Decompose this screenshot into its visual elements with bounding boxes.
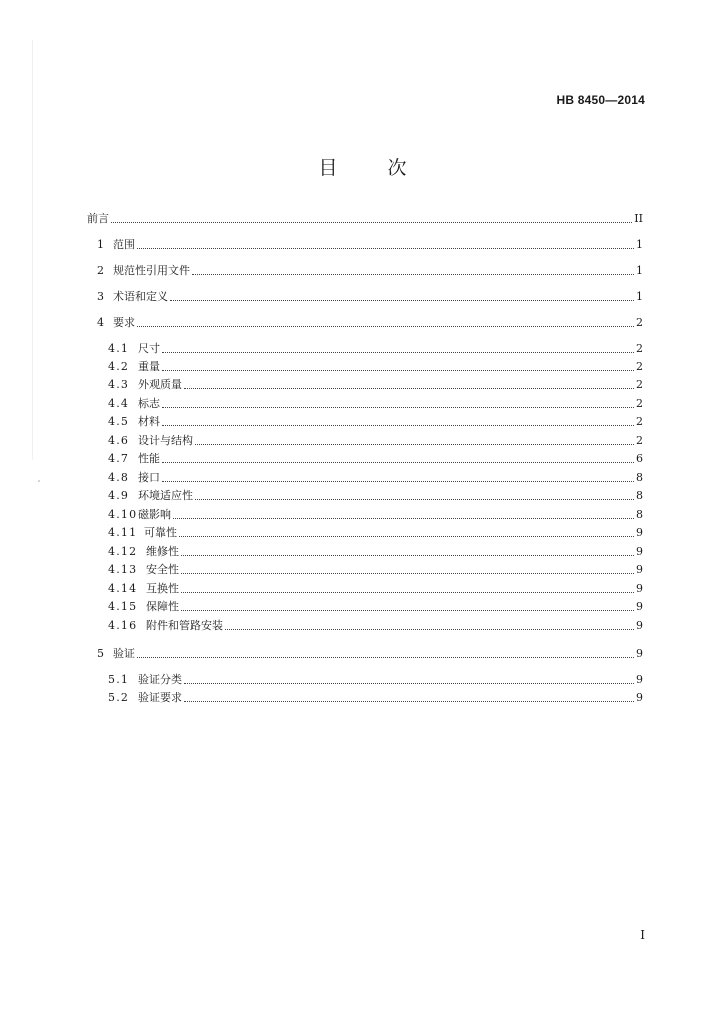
toc-dot-leader	[162, 462, 634, 463]
toc-entry-page: 6	[636, 452, 643, 465]
toc-entry-page: 2	[636, 378, 643, 391]
toc-entry-label: 验证分类	[138, 673, 182, 686]
toc-dot-leader	[137, 326, 634, 327]
toc-dot-leader	[137, 248, 634, 249]
toc-entry-label: 验证要求	[138, 691, 182, 704]
toc-entry-page: 1	[636, 238, 643, 251]
scan-speck	[38, 480, 40, 482]
toc-entry[interactable]	[108, 563, 643, 577]
toc-entry-page: 2	[636, 342, 643, 355]
toc-entry-number: 4.13	[108, 563, 138, 576]
toc-entry-page: 9	[636, 526, 643, 539]
toc-entry-page: 8	[636, 471, 643, 484]
toc-entry-number: 4.8	[108, 471, 130, 484]
toc-entry-label: 保障性	[146, 600, 179, 613]
toc-entry-page: 9	[636, 673, 643, 686]
toc-entry-number: 1	[97, 238, 106, 251]
toc-entry-label: 验证	[113, 647, 135, 660]
toc-entry-number: 4.10	[108, 508, 138, 521]
toc-entry-page: 8	[636, 489, 643, 502]
toc-entry[interactable]	[97, 264, 643, 278]
toc-entry-page: 9	[636, 619, 643, 632]
toc-entry-number: 4.11	[108, 526, 138, 539]
toc-entry[interactable]	[97, 238, 643, 252]
toc-dot-leader	[111, 222, 632, 223]
toc-dot-leader	[181, 573, 634, 574]
toc-entry[interactable]	[97, 316, 643, 330]
toc-entry-number: 4.9	[108, 489, 130, 502]
toc-entry[interactable]	[108, 378, 643, 392]
standard-code: HB 8450—2014	[556, 93, 645, 107]
toc-entry[interactable]	[108, 545, 643, 559]
toc-entry-number: 4.12	[108, 545, 138, 558]
toc-entry-number: 5	[97, 647, 106, 660]
toc-entry-number: 4.14	[108, 582, 138, 595]
toc-entry-label: 磁影响	[138, 508, 171, 521]
toc-entry-label: 维修性	[146, 545, 179, 558]
toc-entry-number: 4.6	[108, 434, 130, 447]
toc-entry-number: 4.2	[108, 360, 130, 373]
toc-entry-number: 4.1	[108, 342, 130, 355]
toc-entry[interactable]	[108, 619, 643, 633]
toc-dot-leader	[181, 610, 634, 611]
toc-dot-leader	[162, 370, 634, 371]
toc-entry-label: 附件和管路安装	[146, 619, 223, 632]
toc-entry[interactable]	[108, 582, 643, 596]
toc-dot-leader	[184, 388, 634, 389]
toc-entry[interactable]	[108, 397, 643, 411]
toc-dot-leader	[162, 407, 634, 408]
toc-dot-leader	[162, 425, 634, 426]
toc-entry[interactable]	[108, 360, 643, 374]
footer-page-number: I	[640, 928, 645, 942]
toc-dot-leader	[181, 555, 634, 556]
toc-entry-label: 要求	[113, 316, 135, 329]
toc-entry[interactable]	[108, 673, 643, 687]
toc-entry[interactable]	[108, 508, 643, 522]
toc-dot-leader	[195, 499, 634, 500]
toc-entry-page: 1	[636, 290, 643, 303]
toc-entry-label: 尺寸	[138, 342, 160, 355]
toc-dot-leader	[162, 352, 634, 353]
toc-entry[interactable]	[108, 452, 643, 466]
toc-entry[interactable]	[108, 471, 643, 485]
toc-entry-page: 9	[636, 545, 643, 558]
toc-dot-leader	[137, 657, 634, 658]
toc-entry-number: 4.7	[108, 452, 130, 465]
toc-entry-label: 材料	[138, 415, 160, 428]
toc-entry-number: 5.1	[108, 673, 130, 686]
title-char-1: 目	[318, 157, 338, 179]
title-char-2: 次	[387, 157, 407, 179]
toc-entry-label: 术语和定义	[113, 290, 168, 303]
toc-dot-leader	[184, 701, 634, 702]
toc-entry-number: 4.15	[108, 600, 138, 613]
toc-entry[interactable]	[108, 434, 643, 448]
page-title	[0, 153, 725, 180]
toc-entry[interactable]	[87, 212, 643, 226]
toc-entry-page: II	[634, 212, 643, 225]
toc-dot-leader	[225, 629, 634, 630]
toc-dot-leader	[195, 444, 634, 445]
toc-entry-label: 接口	[138, 471, 160, 484]
toc-dot-leader	[192, 274, 634, 275]
toc-dot-leader	[184, 683, 634, 684]
toc-entry-number: 4.16	[108, 619, 138, 632]
toc-entry-number: 3	[97, 290, 106, 303]
toc-entry[interactable]	[108, 691, 643, 705]
toc-entry[interactable]	[108, 342, 643, 356]
toc-dot-leader	[173, 518, 634, 519]
toc-entry-page: 9	[636, 563, 643, 576]
toc-entry-number: 5.2	[108, 691, 130, 704]
toc-dot-leader	[179, 536, 634, 537]
toc-entry[interactable]	[108, 600, 643, 614]
toc-entry-number: 4.4	[108, 397, 130, 410]
toc-entry-number: 4.5	[108, 415, 130, 428]
toc-entry-label: 可靠性	[144, 526, 177, 539]
toc-entry-page: 9	[636, 647, 643, 660]
toc-entry-label: 范围	[113, 238, 135, 251]
toc-entry-page: 2	[636, 415, 643, 428]
toc-dot-leader	[181, 592, 634, 593]
toc-entry-label: 互换性	[146, 582, 179, 595]
toc-entry[interactable]	[108, 489, 643, 503]
toc-entry[interactable]	[97, 647, 643, 661]
toc-entry-label: 环境适应性	[138, 489, 193, 502]
toc-entry-page: 2	[636, 360, 643, 373]
toc-entry-number: 2	[97, 264, 106, 277]
toc-dot-leader	[162, 481, 634, 482]
toc-entry-page: 1	[636, 264, 643, 277]
toc-entry[interactable]	[108, 526, 643, 540]
toc-dot-leader	[170, 300, 634, 301]
toc-entry-label: 设计与结构	[138, 434, 193, 447]
toc-entry-label: 安全性	[146, 563, 179, 576]
toc-entry-page: 2	[636, 316, 643, 329]
toc-entry-number: 4	[97, 316, 106, 329]
toc-entry-label: 规范性引用文件	[113, 264, 190, 277]
toc-entry-label: 标志	[138, 397, 160, 410]
scan-edge-line	[32, 40, 33, 460]
toc-entry-label: 性能	[138, 452, 160, 465]
toc-entry-page: 9	[636, 582, 643, 595]
toc-entry-label: 前言	[87, 212, 109, 225]
toc-entry[interactable]	[97, 290, 643, 304]
toc-entry-label: 外观质量	[138, 378, 182, 391]
toc-entry-label: 重量	[138, 360, 160, 373]
toc-entry-page: 8	[636, 508, 643, 521]
toc-entry-page: 2	[636, 397, 643, 410]
toc-entry-number: 4.3	[108, 378, 130, 391]
toc-entry[interactable]	[108, 415, 643, 429]
toc-entry-page: 9	[636, 600, 643, 613]
toc-entry-page: 2	[636, 434, 643, 447]
toc-entry-page: 9	[636, 691, 643, 704]
